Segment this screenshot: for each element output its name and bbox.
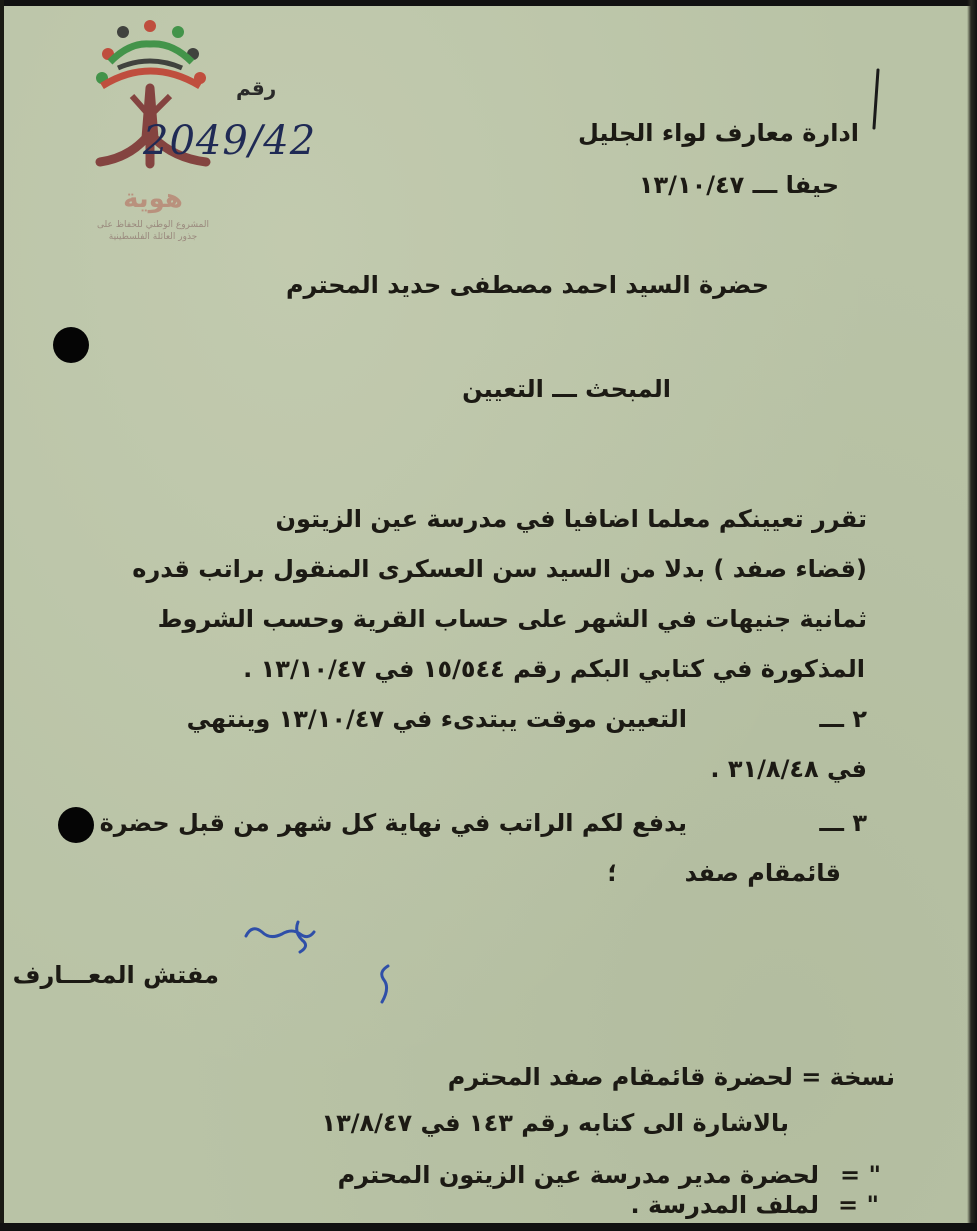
item-3-number: ٣ ـــ: [819, 809, 867, 837]
item-2-line-2: في ٣١/٨/٤٨ .: [710, 755, 867, 783]
copy-line-1: نسخة = لحضرة قائمقام صفد المحترم: [447, 1063, 895, 1091]
addressee: حضرة السيد احمد مصطفى حديد المحترم: [285, 271, 769, 299]
body-line-3: ثمانية جنيهات في الشهر على حساب القرية وحسب الشروط: [157, 605, 867, 633]
copy-line-3: لحضرة مدير مدرسة عين الزيتون المحترم: [337, 1161, 819, 1189]
copy-line-2: بالاشارة الى كتابه رقم ١٤٣ في ١٣/٨/٤٧: [321, 1109, 789, 1137]
logo-tagline-2: جذور العائلة الفلسطينية: [108, 232, 198, 242]
body-line-2: (قضاء صفد ) بدلا من السيد سن العسكرى المنقول براتب قدره: [132, 555, 867, 583]
body-line-4: المذكورة في كتابي البكم رقم ١٥/٥٤٤ في ١٣/١٠/٤٧ .: [243, 655, 865, 683]
logo-text: هوية: [123, 184, 183, 214]
punch-hole-bottom: [58, 807, 94, 843]
handwritten-signature: [238, 918, 418, 1010]
margin-mark: [872, 68, 880, 130]
tree-of-people-icon: [88, 18, 218, 198]
item-2-line-1: التعيين موقت يبتدىء في ١٣/١٠/٤٧ وينتهي: [186, 705, 687, 733]
office-name: ادارة معارف لواء الجليل: [577, 119, 859, 147]
logo-tagline-1: المشروع الوطني للحفاظ على: [96, 220, 209, 230]
copy-line-4: لملف المدرسة .: [630, 1191, 819, 1219]
item-3-line-1: يدفع لكم الراتب في نهاية كل شهر من قبل حضرة: [99, 809, 687, 837]
subject-line: المبحث ـــ التعيين: [462, 375, 671, 403]
copy-line-3-mark: " =: [840, 1161, 881, 1189]
copy-line-4-mark: " =: [838, 1191, 879, 1219]
item-2-number: ٢ ـــ: [819, 705, 867, 733]
item-3-line-2: قائمقام صفد: [684, 859, 841, 887]
scan-edge-bottom: [0, 1223, 977, 1231]
scan-edge-top: [0, 0, 977, 6]
scan-edge-right: [967, 0, 977, 1231]
signatory-title: مفتش المعـــارف: [12, 961, 219, 989]
punch-hole-top: [53, 327, 89, 363]
body-line-1: تقرر تعيينكم معلما اضافيا في مدرسة عين الزيتون: [275, 505, 867, 533]
reference-number: 2049/42: [143, 118, 317, 164]
place-and-date: حيفا ـــ ١٣/١٠/٤٧: [638, 171, 839, 199]
ref-label: رقم: [236, 76, 277, 100]
item-3-end-mark: ؛: [607, 859, 617, 887]
scan-edge-left: [0, 0, 4, 1231]
